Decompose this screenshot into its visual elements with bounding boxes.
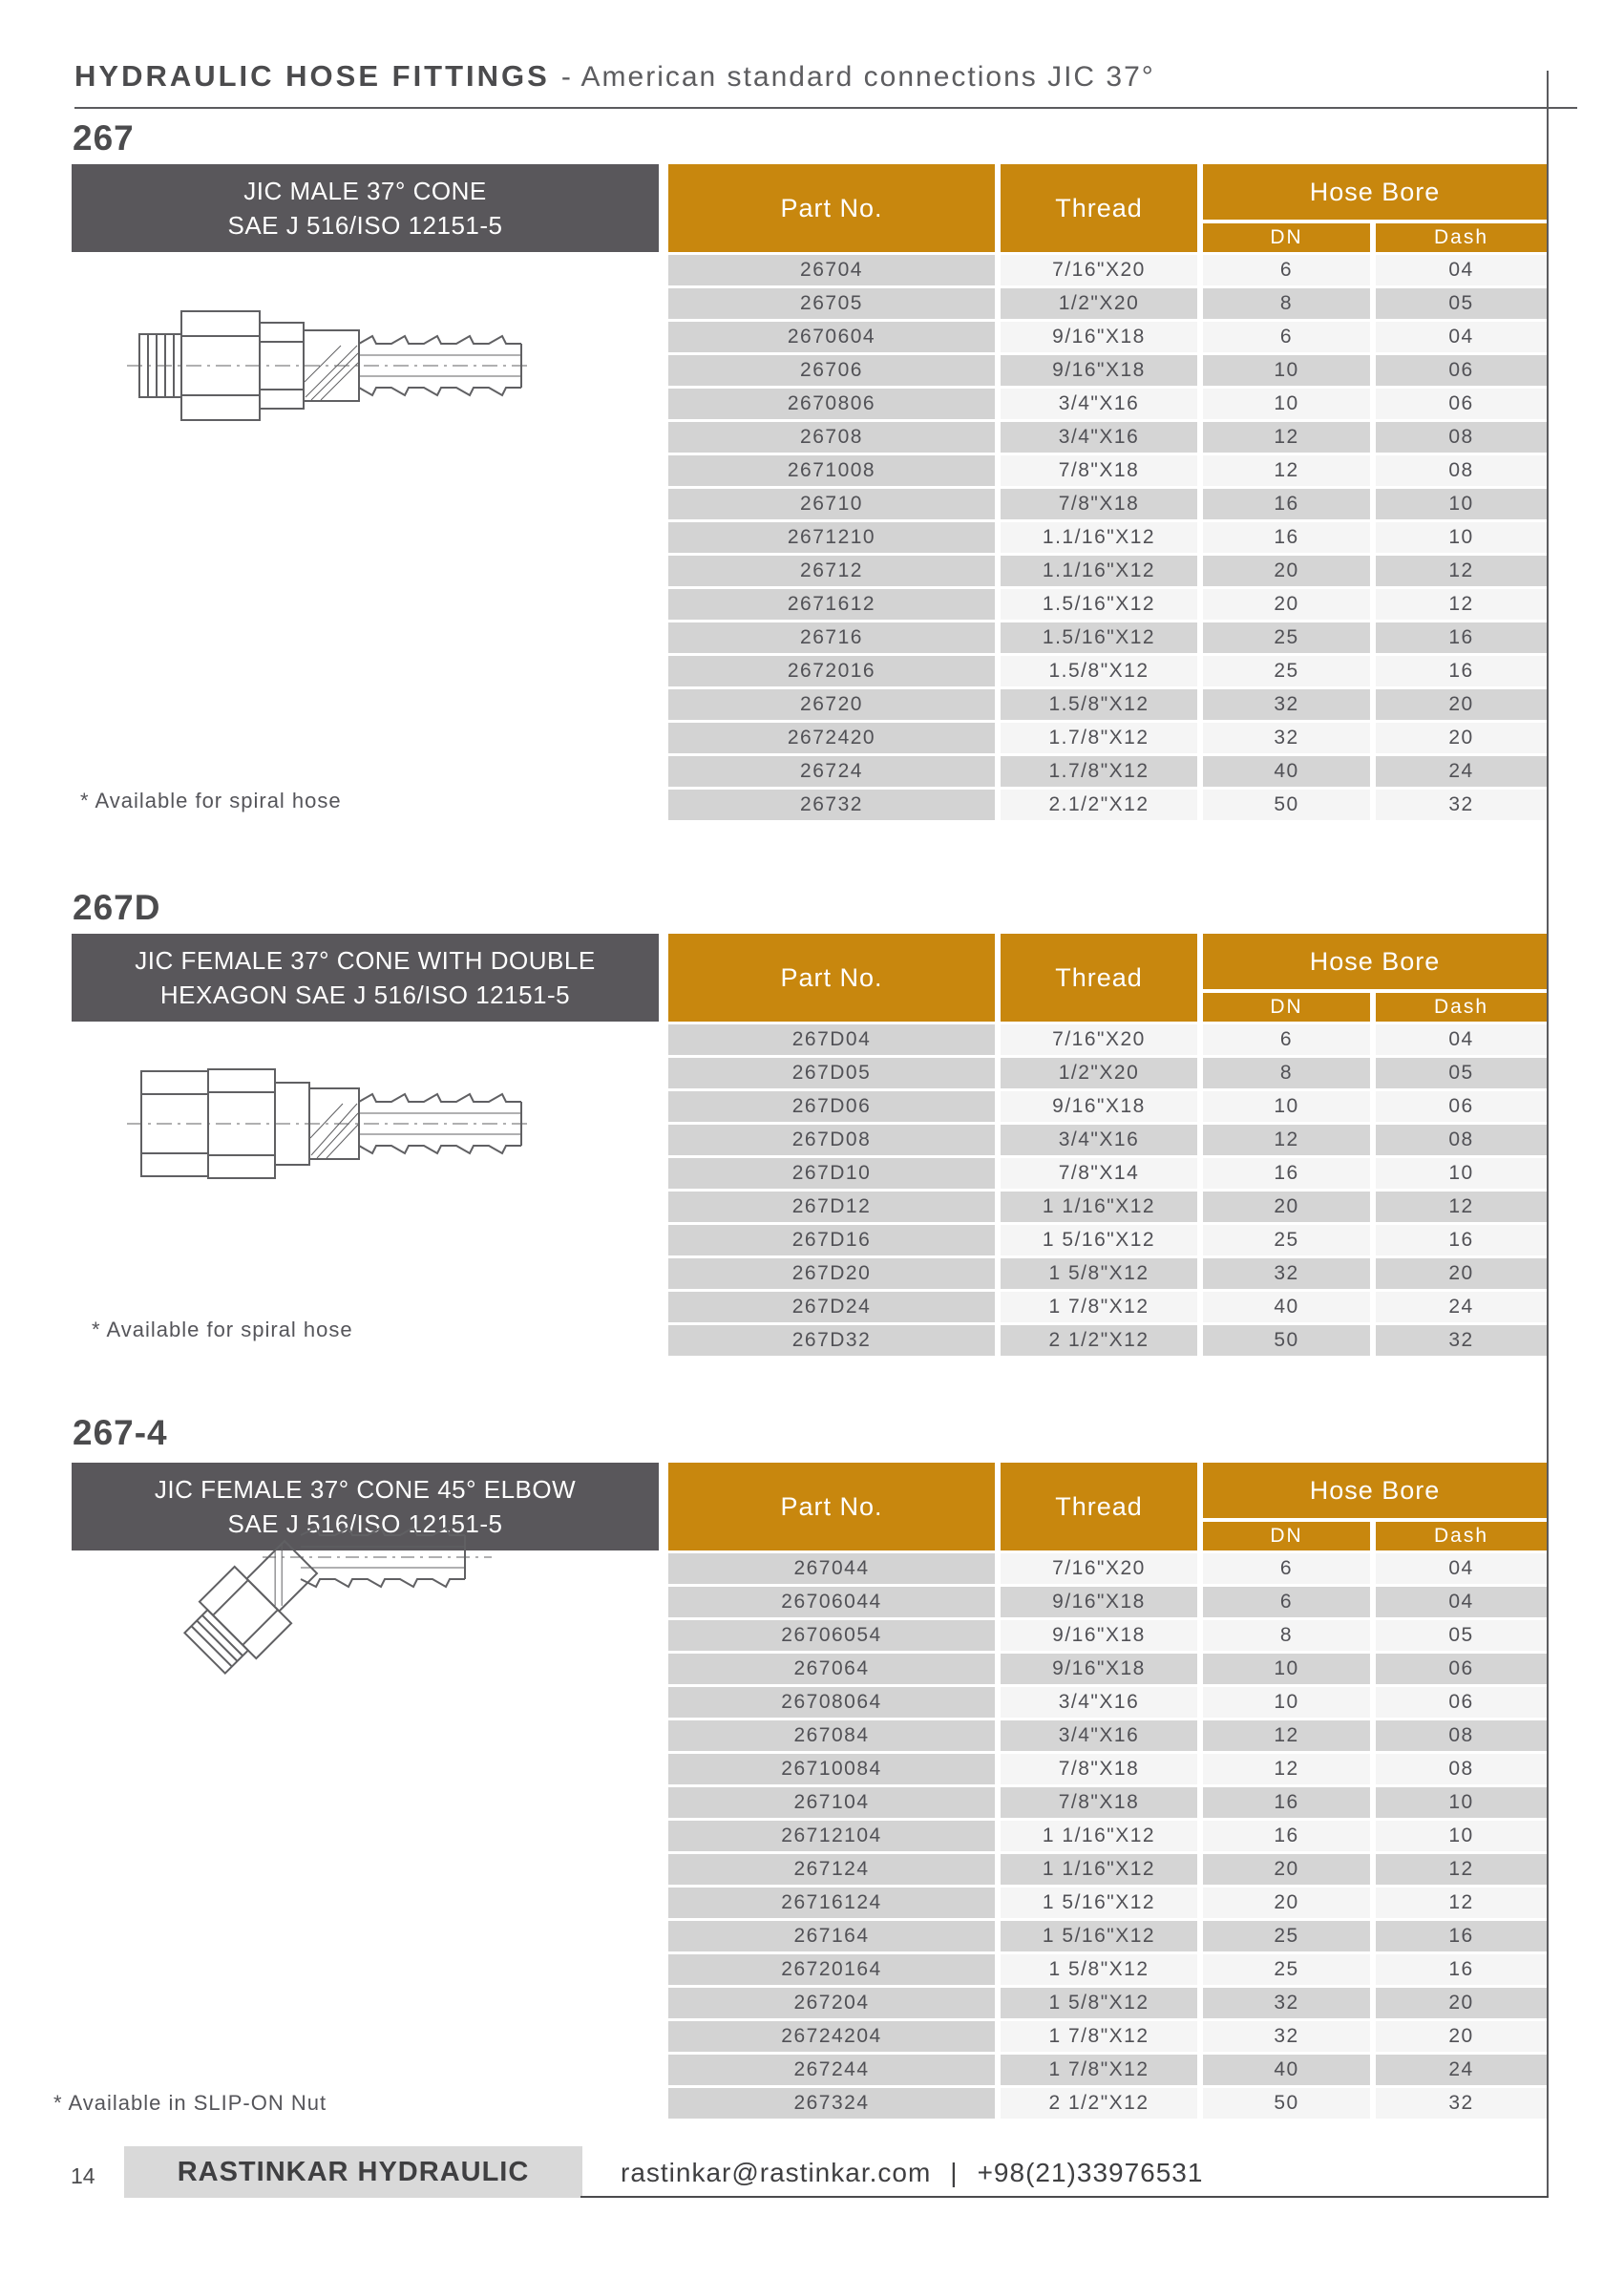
column-header-part-no: Part No. bbox=[668, 164, 995, 252]
thread-cell: 1 7/8"X12 bbox=[1001, 2055, 1197, 2085]
part-no-cell: 26716124 bbox=[668, 1888, 995, 1918]
table-row bbox=[668, 1292, 1547, 1322]
part-no-cell: 26732 bbox=[668, 790, 995, 820]
section-heading-267: 267 bbox=[73, 118, 135, 158]
column-header-dash: Dash bbox=[1376, 223, 1547, 252]
dn-cell: 8 bbox=[1203, 288, 1370, 319]
table-row bbox=[668, 1192, 1547, 1222]
part-no-cell: 267D06 bbox=[668, 1091, 995, 1122]
table-row bbox=[668, 1720, 1547, 1751]
thread-cell: 1 5/16"X12 bbox=[1001, 1888, 1197, 1918]
dn-cell: 50 bbox=[1203, 790, 1370, 820]
dn-cell: 32 bbox=[1203, 1258, 1370, 1289]
thread-cell: 1 5/8"X12 bbox=[1001, 1258, 1197, 1289]
part-no-cell: 26704 bbox=[668, 255, 995, 285]
part-no-cell: 2672016 bbox=[668, 656, 995, 686]
dash-cell: 24 bbox=[1376, 2055, 1547, 2085]
dn-cell: 16 bbox=[1203, 1158, 1370, 1189]
column-header-dn: DN bbox=[1203, 1522, 1370, 1550]
thread-cell: 1.5/16"X12 bbox=[1001, 622, 1197, 653]
part-no-cell: 267D32 bbox=[668, 1325, 995, 1356]
note-spiral-hose-267: * Available for spiral hose bbox=[80, 789, 342, 812]
description-line-2: SAE J 516/ISO 12151-5 bbox=[227, 211, 503, 240]
part-no-cell: 26710 bbox=[668, 489, 995, 519]
dash-cell: 08 bbox=[1376, 455, 1547, 486]
table-row bbox=[668, 355, 1547, 386]
table-row bbox=[668, 790, 1547, 820]
section-heading-267-4: 267-4 bbox=[73, 1413, 168, 1452]
thread-cell: 1 7/8"X12 bbox=[1001, 2021, 1197, 2052]
dash-cell: 16 bbox=[1376, 622, 1547, 653]
table-body-267d bbox=[668, 1024, 1547, 1356]
dash-cell: 24 bbox=[1376, 1292, 1547, 1322]
table-row bbox=[668, 1158, 1547, 1189]
dn-cell: 12 bbox=[1203, 1125, 1370, 1155]
thread-cell: 9/16"X18 bbox=[1001, 1091, 1197, 1122]
table-body-267 bbox=[668, 255, 1547, 820]
dn-cell: 32 bbox=[1203, 2021, 1370, 2052]
contact-phone: +98(21)33976531 bbox=[977, 2158, 1204, 2187]
dn-cell: 16 bbox=[1203, 1821, 1370, 1851]
thread-cell: 1 5/8"X12 bbox=[1001, 1988, 1197, 2018]
part-no-cell: 267084 bbox=[668, 1720, 995, 1751]
column-group-hose-bore bbox=[1203, 934, 1547, 1022]
dash-cell: 16 bbox=[1376, 1954, 1547, 1985]
dn-cell: 8 bbox=[1203, 1620, 1370, 1651]
table-row bbox=[668, 1654, 1547, 1684]
page-title bbox=[74, 59, 1155, 94]
contact-email: rastinkar@rastinkar.com bbox=[621, 2158, 932, 2187]
column-header-thread: Thread bbox=[1001, 934, 1197, 1022]
dn-cell: 40 bbox=[1203, 1292, 1370, 1322]
thread-cell: 9/16"X18 bbox=[1001, 355, 1197, 386]
dn-cell: 6 bbox=[1203, 1024, 1370, 1055]
company-name: RASTINKAR HYDRAULIC bbox=[124, 2146, 582, 2198]
table-row bbox=[668, 1258, 1547, 1289]
column-header-hose-bore: Hose Bore bbox=[1203, 934, 1547, 989]
table-row bbox=[668, 489, 1547, 519]
dash-cell: 06 bbox=[1376, 389, 1547, 419]
dash-cell: 12 bbox=[1376, 1192, 1547, 1222]
dn-cell: 25 bbox=[1203, 1921, 1370, 1951]
column-header-dash: Dash bbox=[1376, 993, 1547, 1022]
table-row bbox=[668, 322, 1547, 352]
part-no-cell: 267D08 bbox=[668, 1125, 995, 1155]
dn-cell: 6 bbox=[1203, 1553, 1370, 1584]
dash-cell: 10 bbox=[1376, 1821, 1547, 1851]
section-block-267 bbox=[72, 164, 1547, 823]
part-no-cell: 2670806 bbox=[668, 389, 995, 419]
dn-cell: 20 bbox=[1203, 1854, 1370, 1885]
table-row bbox=[668, 522, 1547, 553]
part-no-cell: 2672420 bbox=[668, 723, 995, 753]
table-body-267-4 bbox=[668, 1553, 1547, 2119]
dash-cell: 12 bbox=[1376, 589, 1547, 620]
dash-cell: 04 bbox=[1376, 1024, 1547, 1055]
thread-cell: 7/8"X14 bbox=[1001, 1158, 1197, 1189]
thread-cell: 3/4"X16 bbox=[1001, 422, 1197, 453]
dash-cell: 10 bbox=[1376, 522, 1547, 553]
part-no-cell: 267D24 bbox=[668, 1292, 995, 1322]
contact-info bbox=[621, 2158, 1203, 2188]
thread-cell: 1 1/16"X12 bbox=[1001, 1821, 1197, 1851]
note-slip-on-nut: * Available in SLIP-ON Nut bbox=[53, 2091, 327, 2115]
table-row bbox=[668, 622, 1547, 653]
dn-cell: 10 bbox=[1203, 1654, 1370, 1684]
table-row bbox=[668, 1888, 1547, 1918]
part-no-cell: 26706 bbox=[668, 355, 995, 386]
dn-cell: 16 bbox=[1203, 489, 1370, 519]
product-description-267d bbox=[72, 934, 659, 1022]
column-group-hose-bore bbox=[1203, 164, 1547, 252]
dash-cell: 20 bbox=[1376, 723, 1547, 753]
table-row bbox=[668, 1620, 1547, 1651]
description-line-2: HEXAGON SAE J 516/ISO 12151-5 bbox=[159, 981, 571, 1009]
dash-cell: 08 bbox=[1376, 1754, 1547, 1784]
part-no-cell: 267D05 bbox=[668, 1058, 995, 1088]
table-row bbox=[668, 756, 1547, 787]
dash-cell: 08 bbox=[1376, 1125, 1547, 1155]
part-no-cell: 267D20 bbox=[668, 1258, 995, 1289]
part-no-cell: 267244 bbox=[668, 2055, 995, 2085]
table-row bbox=[668, 1225, 1547, 1255]
column-header-thread: Thread bbox=[1001, 164, 1197, 252]
thread-cell: 1.7/8"X12 bbox=[1001, 756, 1197, 787]
column-header-dash: Dash bbox=[1376, 1522, 1547, 1550]
page-title-bold: HYDRAULIC HOSE FITTINGS bbox=[74, 59, 550, 93]
dash-cell: 32 bbox=[1376, 2088, 1547, 2119]
part-no-cell: 267124 bbox=[668, 1854, 995, 1885]
part-no-cell: 267044 bbox=[668, 1553, 995, 1584]
dn-cell: 20 bbox=[1203, 1888, 1370, 1918]
dash-cell: 16 bbox=[1376, 656, 1547, 686]
part-no-cell: 267324 bbox=[668, 2088, 995, 2119]
footer-rule bbox=[580, 2196, 1549, 2198]
dn-cell: 12 bbox=[1203, 422, 1370, 453]
dash-cell: 04 bbox=[1376, 255, 1547, 285]
dash-cell: 10 bbox=[1376, 1787, 1547, 1818]
table-row bbox=[668, 455, 1547, 486]
dash-cell: 04 bbox=[1376, 1553, 1547, 1584]
thread-cell: 9/16"X18 bbox=[1001, 322, 1197, 352]
part-no-cell: 26710084 bbox=[668, 1754, 995, 1784]
thread-cell: 1 5/8"X12 bbox=[1001, 1954, 1197, 1985]
part-no-cell: 267D10 bbox=[668, 1158, 995, 1189]
dash-cell: 32 bbox=[1376, 1325, 1547, 1356]
thread-cell: 1 7/8"X12 bbox=[1001, 1292, 1197, 1322]
product-description-267 bbox=[72, 164, 659, 252]
table-row bbox=[668, 1091, 1547, 1122]
thread-cell: 1 5/16"X12 bbox=[1001, 1921, 1197, 1951]
thread-cell: 1/2"X20 bbox=[1001, 1058, 1197, 1088]
thread-cell: 7/16"X20 bbox=[1001, 255, 1197, 285]
table-row bbox=[668, 1954, 1547, 1985]
fitting-drawing-straight-male bbox=[122, 275, 533, 452]
dn-cell: 32 bbox=[1203, 1988, 1370, 2018]
dn-cell: 16 bbox=[1203, 1787, 1370, 1818]
dash-cell: 06 bbox=[1376, 355, 1547, 386]
dash-cell: 20 bbox=[1376, 689, 1547, 720]
thread-cell: 3/4"X16 bbox=[1001, 1687, 1197, 1718]
parts-table-267 bbox=[668, 164, 1547, 823]
dash-cell: 06 bbox=[1376, 1687, 1547, 1718]
part-no-cell: 26708 bbox=[668, 422, 995, 453]
table-row bbox=[668, 2088, 1547, 2119]
dn-cell: 50 bbox=[1203, 1325, 1370, 1356]
part-no-cell: 2670604 bbox=[668, 322, 995, 352]
dn-cell: 25 bbox=[1203, 622, 1370, 653]
column-header-dn: DN bbox=[1203, 223, 1370, 252]
dash-cell: 06 bbox=[1376, 1091, 1547, 1122]
dn-cell: 6 bbox=[1203, 322, 1370, 352]
thread-cell: 7/8"X18 bbox=[1001, 1754, 1197, 1784]
part-no-cell: 267164 bbox=[668, 1921, 995, 1951]
table-row bbox=[668, 1821, 1547, 1851]
description-line-1: JIC FEMALE 37° CONE 45° ELBOW bbox=[154, 1475, 577, 1504]
part-no-cell: 2671210 bbox=[668, 522, 995, 553]
parts-table-267-4 bbox=[668, 1463, 1547, 2121]
dn-cell: 10 bbox=[1203, 1687, 1370, 1718]
table-header-267 bbox=[668, 164, 1547, 252]
table-row bbox=[668, 1687, 1547, 1718]
part-no-cell: 267D16 bbox=[668, 1225, 995, 1255]
dash-cell: 06 bbox=[1376, 1654, 1547, 1684]
dash-cell: 10 bbox=[1376, 489, 1547, 519]
table-row bbox=[668, 255, 1547, 285]
table-row bbox=[668, 1921, 1547, 1951]
fitting-drawing-straight-female bbox=[122, 1033, 533, 1210]
thread-cell: 1.1/16"X12 bbox=[1001, 522, 1197, 553]
table-row bbox=[668, 2021, 1547, 2052]
thread-cell: 9/16"X18 bbox=[1001, 1587, 1197, 1617]
description-line-1: JIC MALE 37° CONE bbox=[243, 177, 487, 205]
dash-cell: 04 bbox=[1376, 1587, 1547, 1617]
thread-cell: 7/8"X18 bbox=[1001, 1787, 1197, 1818]
thread-cell: 7/16"X20 bbox=[1001, 1553, 1197, 1584]
dn-cell: 32 bbox=[1203, 723, 1370, 753]
part-no-cell: 26708064 bbox=[668, 1687, 995, 1718]
part-no-cell: 26706044 bbox=[668, 1587, 995, 1617]
dash-cell: 05 bbox=[1376, 1620, 1547, 1651]
dash-cell: 05 bbox=[1376, 1058, 1547, 1088]
table-row bbox=[668, 1553, 1547, 1584]
dn-cell: 25 bbox=[1203, 1954, 1370, 1985]
thread-cell: 2 1/2"X12 bbox=[1001, 1325, 1197, 1356]
part-no-cell: 26716 bbox=[668, 622, 995, 653]
column-header-part-no: Part No. bbox=[668, 1463, 995, 1550]
part-no-cell: 267D12 bbox=[668, 1192, 995, 1222]
parts-table-267d bbox=[668, 934, 1547, 1359]
part-no-cell: 26720 bbox=[668, 689, 995, 720]
thread-cell: 2 1/2"X12 bbox=[1001, 2088, 1197, 2119]
table-row bbox=[668, 656, 1547, 686]
table-row bbox=[668, 1754, 1547, 1784]
column-header-hose-bore: Hose Bore bbox=[1203, 164, 1547, 220]
dn-cell: 12 bbox=[1203, 1754, 1370, 1784]
thread-cell: 2.1/2"X12 bbox=[1001, 790, 1197, 820]
dash-cell: 08 bbox=[1376, 1720, 1547, 1751]
table-row bbox=[668, 1787, 1547, 1818]
thread-cell: 7/8"X18 bbox=[1001, 489, 1197, 519]
dash-cell: 08 bbox=[1376, 422, 1547, 453]
page-title-subtitle: - American standard connections JIC 37° bbox=[560, 61, 1155, 93]
dn-cell: 12 bbox=[1203, 455, 1370, 486]
note-spiral-hose-267d: * Available for spiral hose bbox=[92, 1318, 353, 1341]
dn-cell: 6 bbox=[1203, 1587, 1370, 1617]
dash-cell: 16 bbox=[1376, 1921, 1547, 1951]
thread-cell: 1.5/16"X12 bbox=[1001, 589, 1197, 620]
dash-cell: 04 bbox=[1376, 322, 1547, 352]
part-no-cell: 26705 bbox=[668, 288, 995, 319]
table-row bbox=[668, 288, 1547, 319]
part-no-cell: 26712104 bbox=[668, 1821, 995, 1851]
dn-cell: 40 bbox=[1203, 756, 1370, 787]
dash-cell: 32 bbox=[1376, 790, 1547, 820]
table-row bbox=[668, 1325, 1547, 1356]
thread-cell: 1 5/16"X12 bbox=[1001, 1225, 1197, 1255]
table-row bbox=[668, 1854, 1547, 1885]
thread-cell: 1 1/16"X12 bbox=[1001, 1192, 1197, 1222]
dn-cell: 10 bbox=[1203, 1091, 1370, 1122]
dn-cell: 50 bbox=[1203, 2088, 1370, 2119]
table-row bbox=[668, 2055, 1547, 2085]
contact-separator: | bbox=[950, 2158, 959, 2187]
page-number: 14 bbox=[71, 2163, 95, 2188]
table-row bbox=[668, 1125, 1547, 1155]
fitting-drawing-45-elbow bbox=[148, 1508, 511, 1738]
table-header-267d bbox=[668, 934, 1547, 1022]
thread-cell: 1.5/8"X12 bbox=[1001, 656, 1197, 686]
thread-cell: 9/16"X18 bbox=[1001, 1654, 1197, 1684]
column-group-hose-bore bbox=[1203, 1463, 1547, 1550]
section-heading-267d: 267D bbox=[73, 888, 161, 927]
part-no-cell: 26712 bbox=[668, 556, 995, 586]
dn-cell: 40 bbox=[1203, 2055, 1370, 2085]
dn-cell: 10 bbox=[1203, 355, 1370, 386]
part-no-cell: 26724 bbox=[668, 756, 995, 787]
thread-cell: 1.7/8"X12 bbox=[1001, 723, 1197, 753]
dash-cell: 12 bbox=[1376, 1888, 1547, 1918]
table-row bbox=[668, 723, 1547, 753]
dash-cell: 20 bbox=[1376, 2021, 1547, 2052]
table-row bbox=[668, 1988, 1547, 2018]
column-header-dn: DN bbox=[1203, 993, 1370, 1022]
dash-cell: 05 bbox=[1376, 288, 1547, 319]
thread-cell: 3/4"X16 bbox=[1001, 389, 1197, 419]
dash-cell: 20 bbox=[1376, 1258, 1547, 1289]
thread-cell: 1.1/16"X12 bbox=[1001, 556, 1197, 586]
description-line-2: SAE J 516/ISO 12151-5 bbox=[227, 1509, 503, 1538]
table-header-267-4 bbox=[668, 1463, 1547, 1550]
table-row bbox=[668, 422, 1547, 453]
part-no-cell: 267064 bbox=[668, 1654, 995, 1684]
dash-cell: 12 bbox=[1376, 1854, 1547, 1885]
thread-cell: 1 1/16"X12 bbox=[1001, 1854, 1197, 1885]
dn-cell: 20 bbox=[1203, 589, 1370, 620]
table-row bbox=[668, 1058, 1547, 1088]
table-row bbox=[668, 389, 1547, 419]
thread-cell: 3/4"X16 bbox=[1001, 1125, 1197, 1155]
dn-cell: 25 bbox=[1203, 656, 1370, 686]
part-no-cell: 26706054 bbox=[668, 1620, 995, 1651]
dn-cell: 16 bbox=[1203, 522, 1370, 553]
dash-cell: 20 bbox=[1376, 1988, 1547, 2018]
table-row bbox=[668, 1587, 1547, 1617]
part-no-cell: 26720164 bbox=[668, 1954, 995, 1985]
description-line-1: JIC FEMALE 37° CONE WITH DOUBLE bbox=[135, 946, 596, 975]
page-right-border-rule bbox=[1547, 71, 1549, 2198]
title-underline-rule bbox=[74, 107, 1577, 109]
table-row bbox=[668, 689, 1547, 720]
part-no-cell: 267104 bbox=[668, 1787, 995, 1818]
dn-cell: 6 bbox=[1203, 255, 1370, 285]
dn-cell: 25 bbox=[1203, 1225, 1370, 1255]
thread-cell: 1/2"X20 bbox=[1001, 288, 1197, 319]
column-header-thread: Thread bbox=[1001, 1463, 1197, 1550]
dn-cell: 32 bbox=[1203, 689, 1370, 720]
dash-cell: 10 bbox=[1376, 1158, 1547, 1189]
table-row bbox=[668, 1024, 1547, 1055]
part-no-cell: 267204 bbox=[668, 1988, 995, 2018]
dash-cell: 16 bbox=[1376, 1225, 1547, 1255]
dash-cell: 12 bbox=[1376, 556, 1547, 586]
column-header-hose-bore: Hose Bore bbox=[1203, 1463, 1547, 1518]
part-no-cell: 2671008 bbox=[668, 455, 995, 486]
dn-cell: 20 bbox=[1203, 1192, 1370, 1222]
column-header-part-no: Part No. bbox=[668, 934, 995, 1022]
part-no-cell: 267D04 bbox=[668, 1024, 995, 1055]
table-row bbox=[668, 556, 1547, 586]
dn-cell: 20 bbox=[1203, 556, 1370, 586]
table-row bbox=[668, 589, 1547, 620]
dash-cell: 24 bbox=[1376, 756, 1547, 787]
thread-cell: 9/16"X18 bbox=[1001, 1620, 1197, 1651]
part-no-cell: 2671612 bbox=[668, 589, 995, 620]
dn-cell: 12 bbox=[1203, 1720, 1370, 1751]
thread-cell: 7/16"X20 bbox=[1001, 1024, 1197, 1055]
part-no-cell: 26724204 bbox=[668, 2021, 995, 2052]
thread-cell: 3/4"X16 bbox=[1001, 1720, 1197, 1751]
thread-cell: 1.5/8"X12 bbox=[1001, 689, 1197, 720]
thread-cell: 7/8"X18 bbox=[1001, 455, 1197, 486]
dn-cell: 10 bbox=[1203, 389, 1370, 419]
dn-cell: 8 bbox=[1203, 1058, 1370, 1088]
